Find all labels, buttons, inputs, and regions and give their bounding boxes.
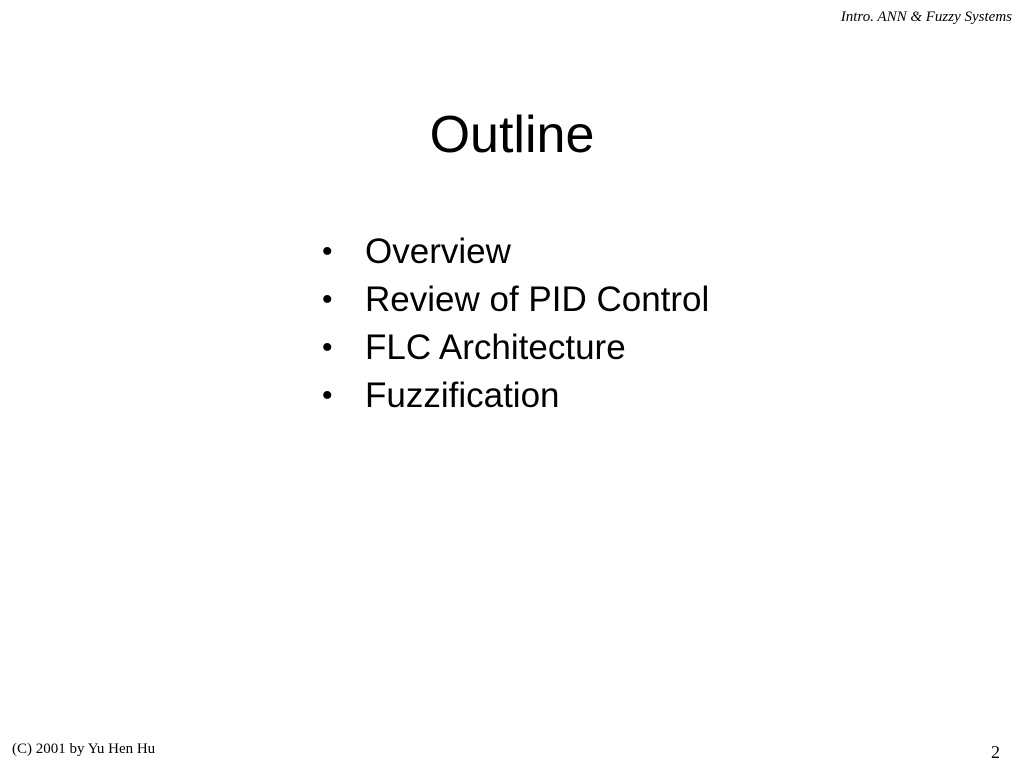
- bullet-icon: •: [322, 283, 333, 316]
- list-item-label: Fuzzification: [365, 376, 560, 415]
- bullet-icon: •: [322, 235, 333, 268]
- list-item-label: Overview: [365, 232, 511, 271]
- list-item: [322, 276, 709, 324]
- course-header: Intro. ANN & Fuzzy Systems: [840, 9, 1012, 25]
- bullet-icon: •: [322, 331, 333, 364]
- outline-list: [322, 228, 709, 420]
- list-item: [322, 228, 709, 276]
- copyright-footer: (C) 2001 by Yu Hen Hu: [12, 741, 156, 757]
- list-item: [322, 324, 709, 372]
- list-item-label: Review of PID Control: [365, 280, 710, 319]
- list-item-label: FLC Architecture: [365, 328, 626, 367]
- list-item: [322, 372, 709, 420]
- slide-title: Outline: [429, 106, 595, 164]
- bullet-icon: •: [322, 379, 333, 412]
- page-number: 2: [991, 742, 1000, 762]
